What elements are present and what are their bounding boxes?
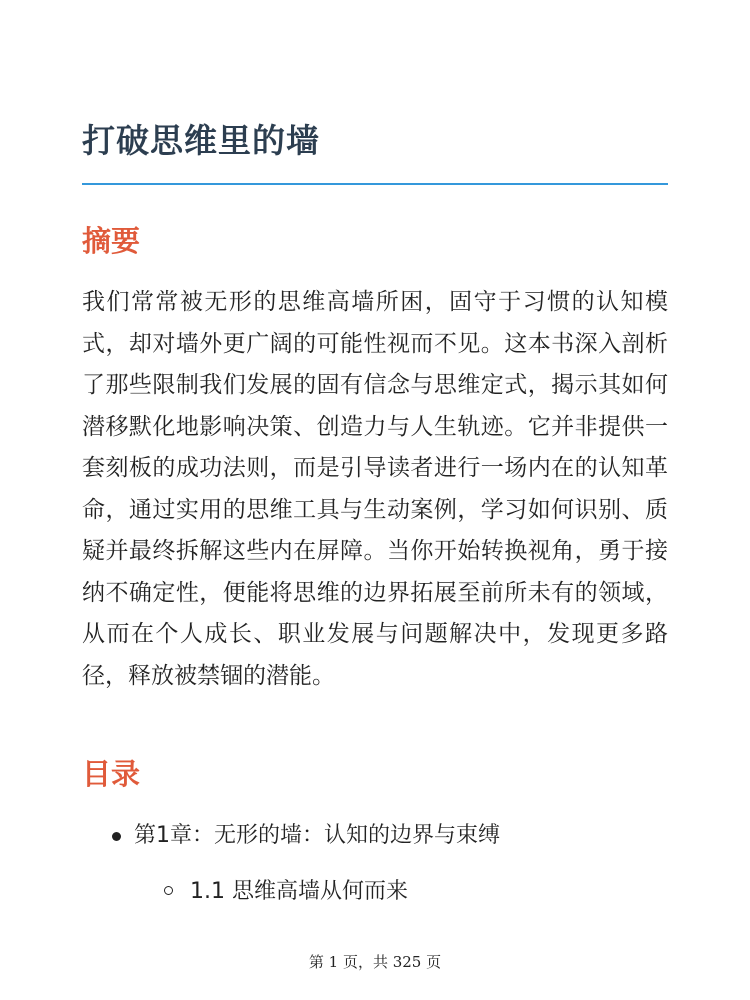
toc-heading: 目录 [82, 757, 141, 791]
document-page [82, 0, 668, 1000]
document-title: 打破思维里的墙 [82, 121, 320, 160]
page-number-footer: 第 1 页，共 325 页 [308, 953, 442, 971]
title-divider [82, 183, 668, 185]
toc-chapter-item[interactable] [82, 812, 668, 860]
abstract-heading: 摘要 [82, 224, 141, 258]
toc-subsection-group [82, 868, 668, 916]
abstract-text: 我们常常被无形的思维高墙所困，固守于习惯的认知模式，却对墙外更广阔的可能性视而不见。这本书深入剖析了那些限制我们发展的固有信念与思维定式，揭示其如何潜移默化地影响决策、创造力与人生轨迹。它并非提供一套刻板的成功法则，而是引导读者进行一场内在的认知革命，通过实用的思维工具与生动案例，学习如何识别、质疑并最终拆解这些内在屏障。当你开始转换视角，勇于接纳不确定性，便能将思维的边界拓展至前所未有的领域，从而在个人成长、职业发展与问题解决中，发现更多路径，释放被禁锢的潜能。 [82, 289, 668, 689]
toc-section-label: 1.1 思维高墙从何而来 [190, 879, 408, 904]
toc-chapter-label: 第1章：无形的墙：认知的边界与束缚 [134, 823, 500, 848]
toc-list [82, 812, 668, 916]
bullet-disc-icon [112, 832, 121, 841]
bullet-circle-icon [164, 886, 173, 895]
toc-section-item[interactable] [82, 868, 668, 916]
